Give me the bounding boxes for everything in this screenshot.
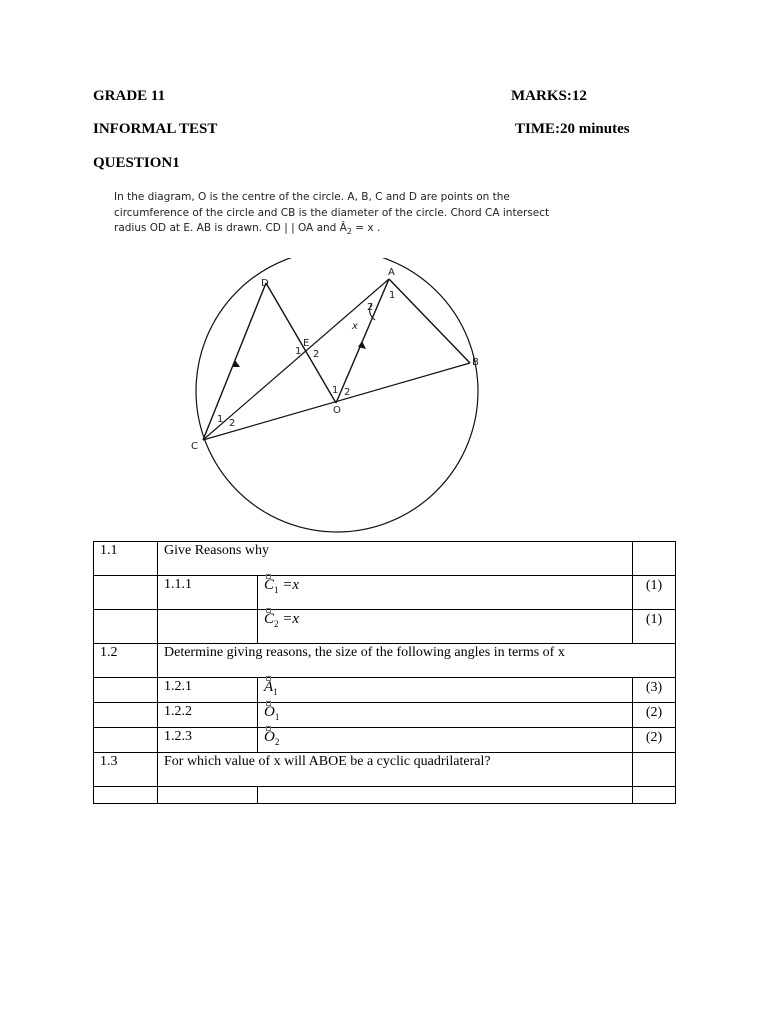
angle-label-C1: 1 bbox=[217, 414, 224, 425]
question-text: Give Reasons why bbox=[158, 542, 633, 576]
sub-number: 1.2.2 bbox=[158, 703, 258, 728]
row-number: 1.3 bbox=[94, 753, 158, 787]
sub-number: 1.2.1 bbox=[158, 678, 258, 703]
angle-expression: $O_1$ bbox=[258, 703, 633, 728]
angle-label-A1: 1 bbox=[389, 290, 396, 301]
circle-geometry-diagram bbox=[170, 258, 490, 543]
label-B: B bbox=[472, 357, 479, 368]
question-text: For which value of x will ABOE be a cyclic quadrilateral? bbox=[158, 753, 633, 787]
marks-label: MARKS:12 bbox=[511, 88, 587, 104]
marks-cell: (2) bbox=[633, 728, 676, 753]
line-OA bbox=[336, 279, 389, 403]
marks-cell: (3) bbox=[633, 678, 676, 703]
line-DO bbox=[266, 283, 339, 403]
line-CA bbox=[203, 279, 389, 440]
row-number: 1.1 bbox=[94, 542, 158, 576]
intro-line-2: circumference of the circle and CB is the diameter of the circle. Chord CA intersect bbox=[114, 206, 550, 219]
row-number: 1.2 bbox=[94, 644, 158, 678]
questions-table bbox=[93, 541, 676, 804]
table-row bbox=[94, 610, 676, 644]
marks-cell: (2) bbox=[633, 703, 676, 728]
question-intro bbox=[114, 190, 584, 240]
angle-label-A2: 2 bbox=[367, 302, 374, 313]
table-row bbox=[94, 728, 676, 753]
table-row bbox=[94, 787, 676, 804]
angle-label-O1: 1 bbox=[332, 385, 339, 396]
angle-label-O2: 2 bbox=[344, 387, 351, 398]
question-text: Determine giving reasons, the size of the following angles in terms of x bbox=[158, 644, 676, 678]
table-row bbox=[94, 576, 676, 610]
label-A: A bbox=[388, 267, 395, 278]
intro-line-1: In the diagram, O is the centre of the circle. A, B, C and D are points on the bbox=[114, 191, 510, 203]
marks-cell: (1) bbox=[633, 610, 676, 644]
table-row bbox=[94, 753, 676, 787]
table-row bbox=[94, 678, 676, 703]
table-row bbox=[94, 703, 676, 728]
sub-number: 1.2.3 bbox=[158, 728, 258, 753]
angle-expression: $A_1$ bbox=[258, 678, 633, 703]
label-E: E bbox=[303, 338, 310, 349]
time-label: TIME:20 minutes bbox=[515, 121, 630, 137]
grade-label: GRADE 11 bbox=[93, 88, 166, 104]
marks-cell bbox=[633, 753, 676, 787]
intro-line-3: radius OD at E. AB is drawn. CD | | OA and $Â_2 = x$ . bbox=[114, 222, 381, 237]
angle-label-C2: 2 bbox=[229, 418, 236, 429]
angle-label-x: x bbox=[352, 321, 358, 332]
label-C: C bbox=[191, 441, 198, 452]
angle-label-E1: 1 bbox=[295, 346, 302, 357]
table-row bbox=[94, 644, 676, 678]
angle-label-E2: 2 bbox=[313, 349, 320, 360]
angle-expression: $O_2$ bbox=[258, 728, 633, 753]
question-title: QUESTION1 bbox=[93, 155, 180, 171]
marks-cell: (1) bbox=[633, 576, 676, 610]
label-O: O bbox=[333, 405, 341, 416]
angle-expression: $C_1 =x$ bbox=[258, 576, 633, 610]
angle-expression: $C_2 =x$ bbox=[258, 610, 633, 644]
line-AB bbox=[389, 279, 470, 363]
label-D: D bbox=[261, 278, 269, 289]
table-row bbox=[94, 542, 676, 576]
test-label: INFORMAL TEST bbox=[93, 121, 218, 137]
marks-cell bbox=[633, 542, 676, 576]
sub-number: 1.1.1 bbox=[158, 576, 258, 610]
